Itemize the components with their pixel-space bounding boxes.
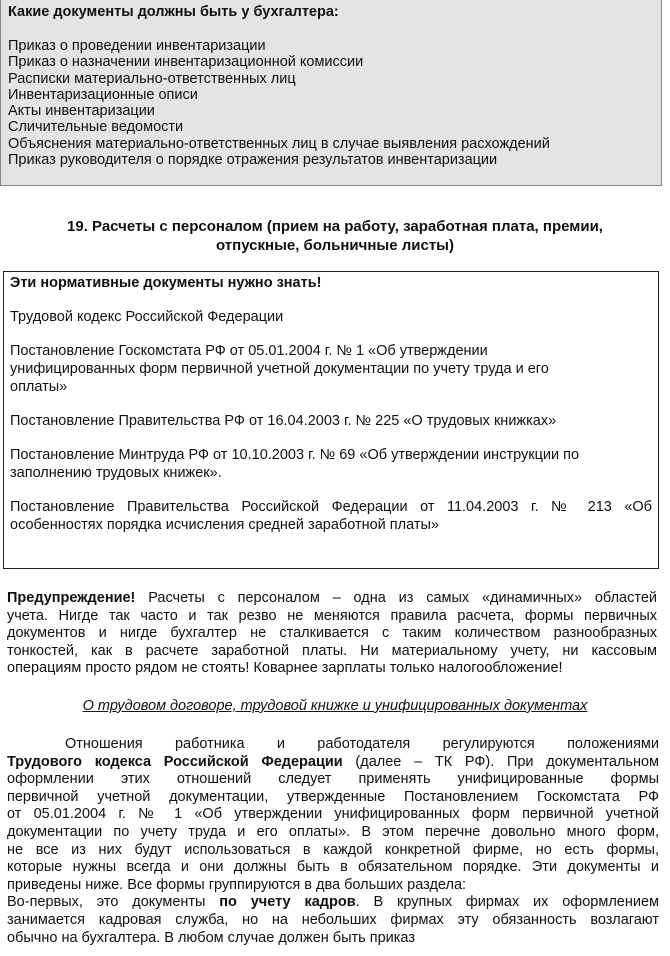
body-text-fragment: (далее – ТК РФ). При документальном bbox=[342, 753, 659, 770]
warning-line: учета. Нигде так часто и так резво не меняются правила расчета, формы первичных bbox=[7, 607, 657, 624]
warning-label: Предупреждение! bbox=[7, 590, 136, 606]
list-item: Приказ о проведении инвентаризации bbox=[8, 38, 266, 54]
box-heading: Эти нормативные документы нужно знать! bbox=[10, 275, 322, 291]
doc-line: Трудовой кодекс Российской Федерации bbox=[10, 309, 284, 325]
body-line: первичной учетной документации, утвержденные Постановлением Госкомстата РФ bbox=[7, 788, 659, 805]
body-line: Отношения работника и работодателя регулируются положениями bbox=[65, 736, 659, 752]
body-line: не все из них будут использоваться в каждой конкретной фирме, но есть формы, bbox=[7, 841, 659, 858]
regulatory-doc bbox=[10, 412, 652, 430]
warning-line: тонкостей, как в расчете заработной платы. Ни материальному учету, ни кассовым bbox=[7, 642, 657, 659]
body-line: документации по учету труда и его оплаты». В этом перечне довольно много форм, bbox=[7, 823, 659, 840]
body-line: оформлении этих отношений следует применять унифицированные формы bbox=[7, 771, 659, 788]
doc-line: Постановление Правительства Российской Федерации от 11.04.2003 г. № 213 «Об bbox=[10, 499, 652, 515]
doc-line: Постановление Минтруда РФ от 10.10.2003 г. № 69 «Об утверждении инструкции по bbox=[10, 447, 580, 463]
list-item: Инвентаризационные описи bbox=[8, 86, 198, 103]
list-item: Приказ о назначении инвентаризационной комиссии bbox=[8, 54, 364, 71]
warning-line: операциям просто рядом не стоять! Коварнее зарплаты только налогообложение! bbox=[7, 660, 563, 676]
warning-line: документов и нигде бухгалтер не сталкивается с таким количеством разнообразных bbox=[7, 625, 657, 641]
section-title-line: 19. Расчеты с персоналом (прием на работу, заработная плата, премии, bbox=[67, 218, 603, 235]
regulatory-doc bbox=[10, 446, 652, 482]
regulatory-documents-box bbox=[3, 271, 659, 569]
body-line bbox=[7, 754, 659, 772]
doc-line: оплаты» bbox=[10, 379, 68, 395]
body-line: от 05.01.2004 г. № 1 «Об утверждении унифицированных форм первичной учетной bbox=[7, 806, 659, 823]
warning-text: Расчеты с персоналом – одна из самых «динамичных» областей bbox=[135, 590, 657, 606]
body-line bbox=[7, 894, 659, 912]
emphasis: по учету кадров bbox=[219, 894, 356, 911]
body-line: которые нужны всегда и они должны быть в обязательном порядке. Эти документы и bbox=[7, 859, 659, 876]
doc-line: особенностях порядка исчисления средней заработной платы» bbox=[10, 517, 439, 533]
doc-line: заполнению трудовых книжек». bbox=[10, 465, 222, 481]
regulatory-doc bbox=[10, 498, 652, 534]
regulatory-doc bbox=[10, 308, 652, 326]
box-heading: Какие документы должны быть у бухгалтера: bbox=[8, 4, 339, 20]
list-item: Расписки материально-ответственных лиц bbox=[8, 70, 296, 87]
warning-paragraph bbox=[7, 590, 657, 678]
body-text-fragment: . В крупных фирмах их оформлением bbox=[355, 894, 659, 911]
doc-line: унифицированных форм первичной учетной документации по учету труда и его bbox=[10, 361, 549, 377]
section-title-line: отпускные, больничные листы) bbox=[216, 237, 454, 254]
regulatory-doc bbox=[10, 342, 652, 396]
body-text bbox=[7, 736, 659, 947]
doc-line: Постановление Правительства РФ от 16.04.2003 г. № 225 «О трудовых книжках» bbox=[10, 413, 557, 429]
body-line: приведены ниже. Все формы группируются в два больших раздела: bbox=[7, 876, 467, 893]
warning-line bbox=[7, 590, 657, 608]
list-item: Сличительные ведомости bbox=[8, 119, 184, 136]
body-line: обычно на бухгалтера. В любом случае должен быть приказ bbox=[7, 929, 415, 946]
doc-line: Постановление Госкомстата РФ от 05.01.2004 г. № 1 «Об утверждении bbox=[10, 343, 488, 359]
code-reference: Трудового кодекса Российской Федерации bbox=[7, 753, 343, 770]
list-item: Приказ руководителя о порядке отражения результатов инвентаризации bbox=[8, 152, 498, 169]
list-item: Объяснения материально-ответственных лиц в случае выявления расхождений bbox=[8, 135, 550, 152]
body-text-fragment: Во-первых, это документы bbox=[7, 894, 220, 911]
body-line: занимается кадровая служба, но на небольших фирмах эту обязанность возлагают bbox=[7, 911, 659, 928]
subsection-title: О трудовом договоре, трудовой книжке и унифицированных документах bbox=[82, 698, 588, 714]
section-title bbox=[0, 217, 670, 255]
accountant-documents-box bbox=[0, 0, 662, 186]
list-item: Акты инвентаризации bbox=[8, 103, 155, 120]
